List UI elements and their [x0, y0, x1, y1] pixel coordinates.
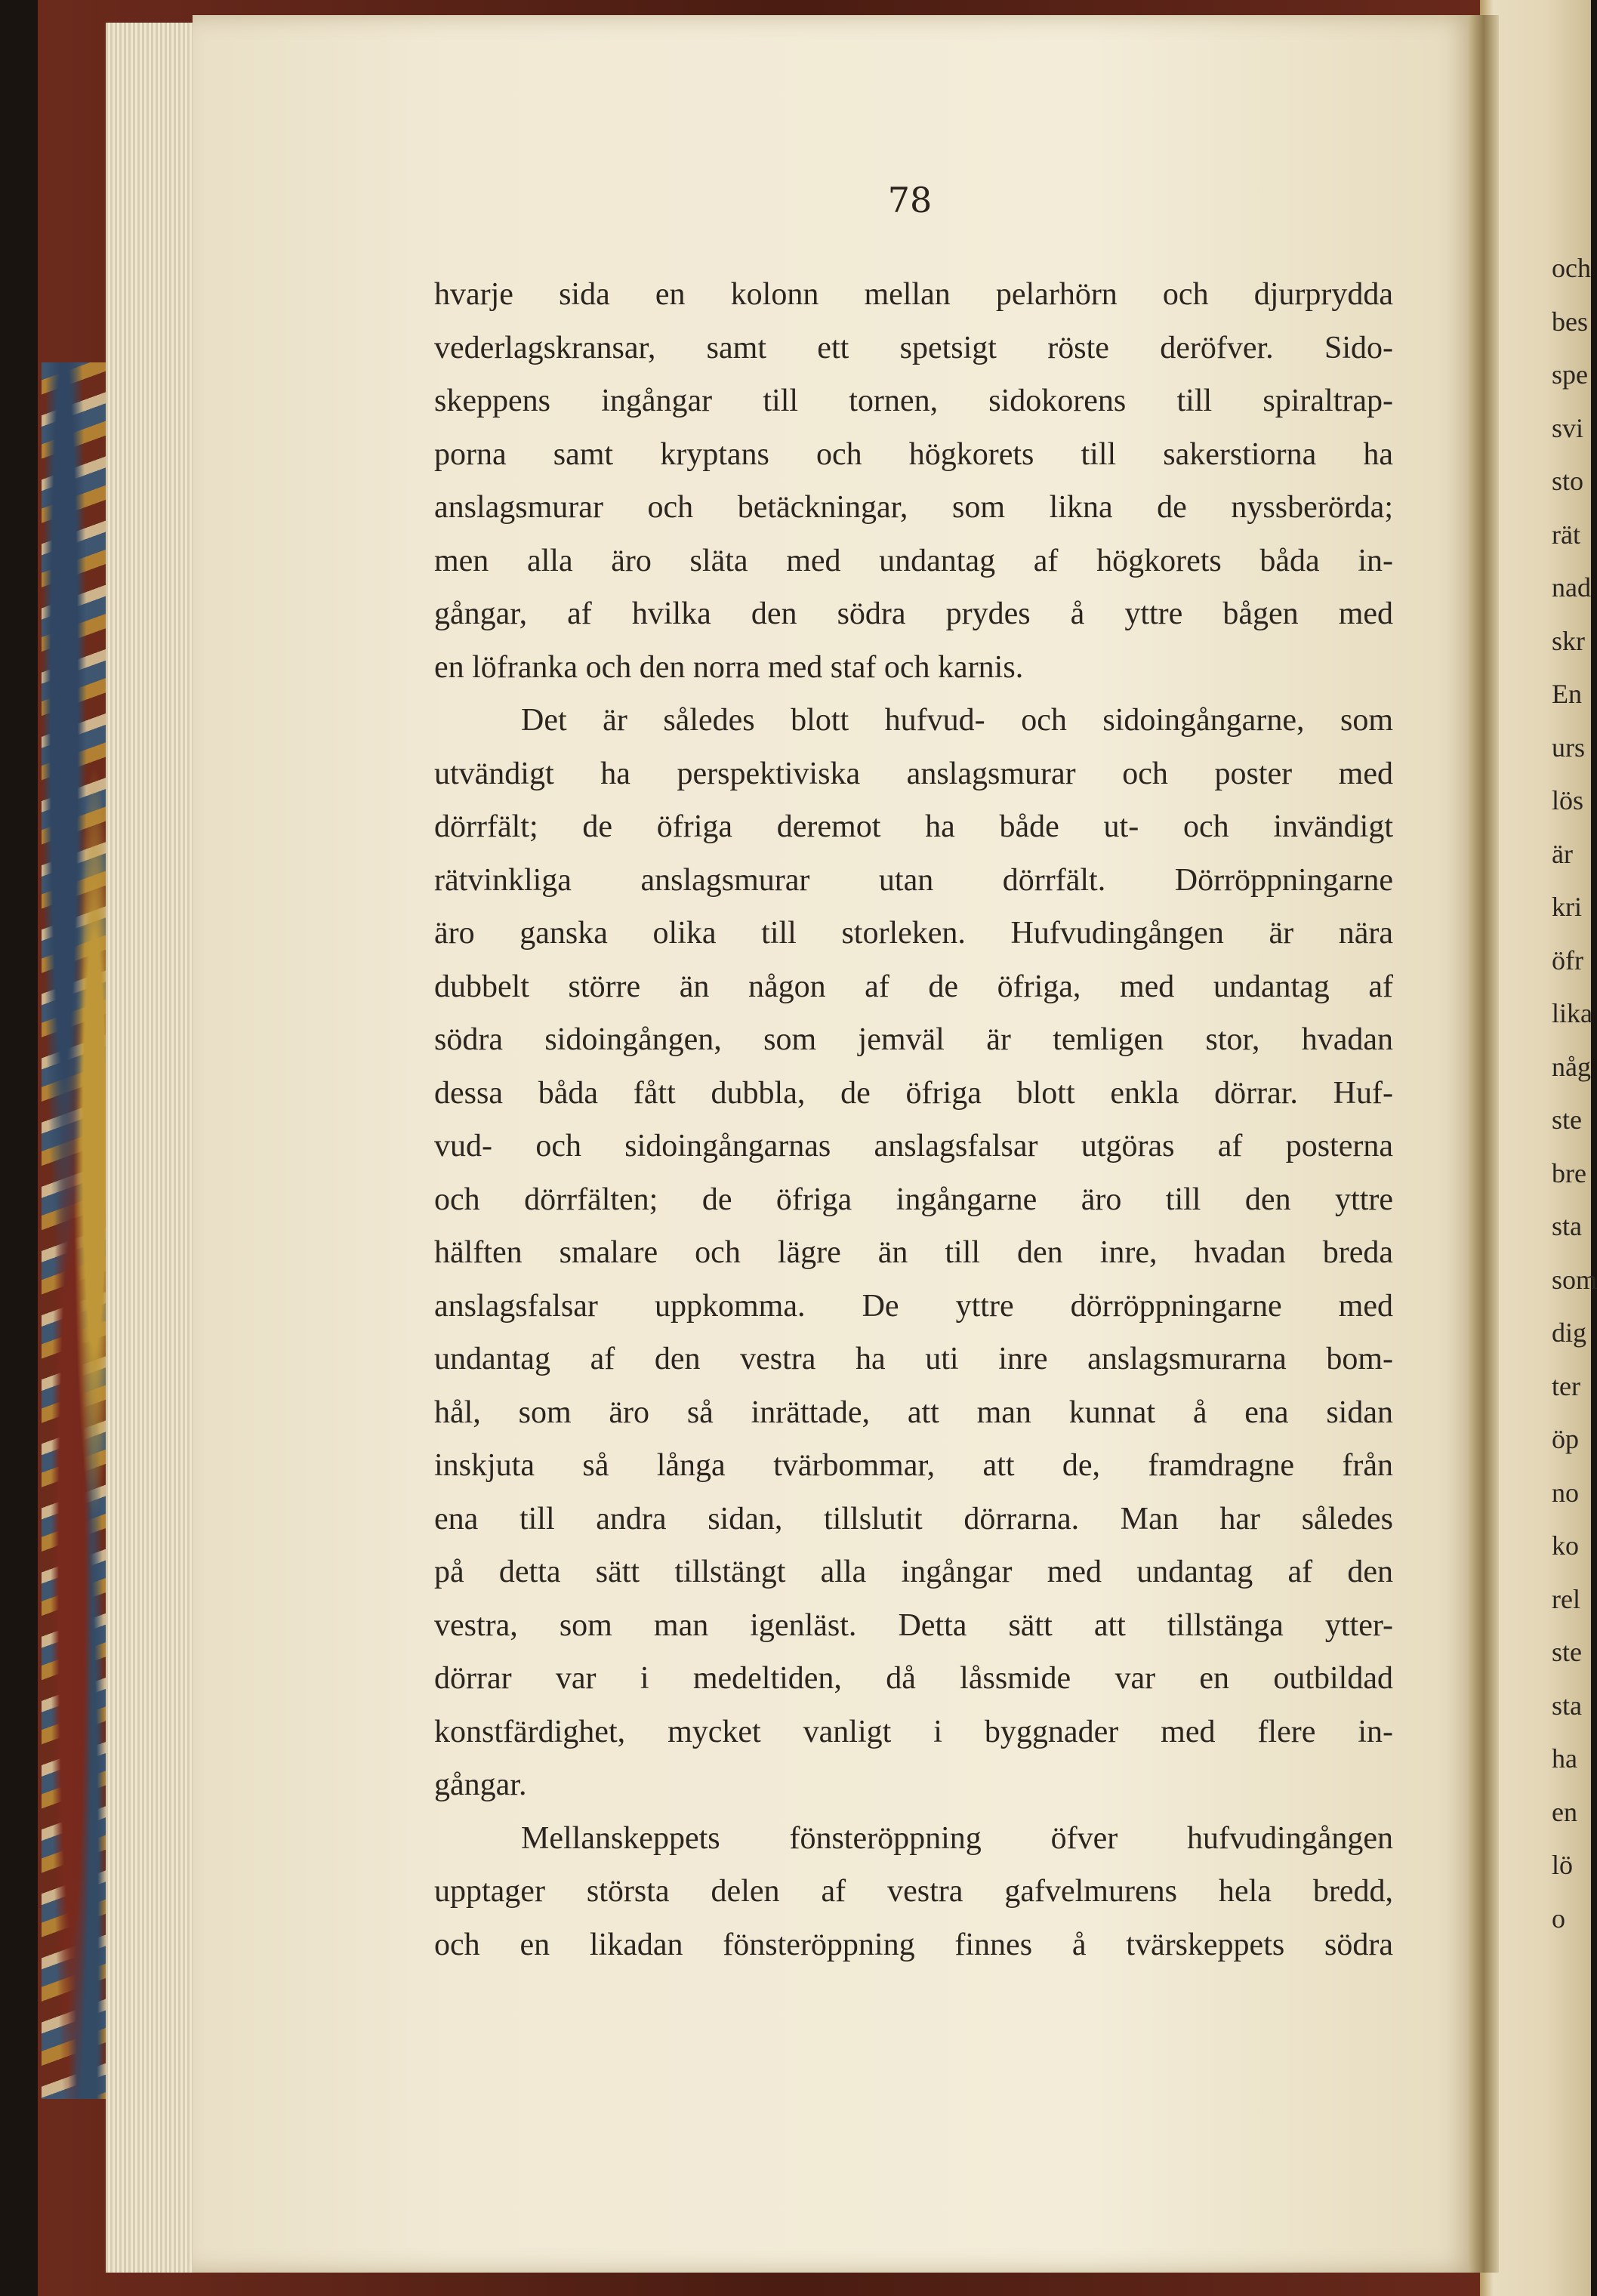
- facing-page-fragment: ste: [1552, 1637, 1582, 1667]
- facing-page-fragment: En: [1552, 679, 1582, 709]
- text-line: dessa båda fått dubbla, de öfriga blott enkla dörrar. Huf-: [434, 1075, 1393, 1111]
- facing-page-fragment: urs: [1552, 732, 1585, 763]
- text-line: utvändigt ha perspektiviska anslagsmurar och poster med: [434, 756, 1393, 791]
- facing-page-fragment: sta: [1552, 1690, 1582, 1721]
- text-line: hälften smalare och lägre än till den inre, hvadan breda: [434, 1235, 1393, 1270]
- facing-page-fragment: bre: [1552, 1157, 1586, 1188]
- text-line: dörrar var i medeltiden, då låssmide var en outbildad: [434, 1661, 1393, 1696]
- text-line: en löfranka och den norra med staf och karnis.: [434, 649, 1024, 685]
- facing-page-fragment: ko: [1552, 1530, 1579, 1561]
- text-line: porna samt kryptans och högkorets till sakerstiorna ha: [434, 436, 1393, 472]
- text-line: vud- och sidoingångarnas anslagsfalsar utgöras af posterna: [434, 1129, 1393, 1163]
- facing-page-fragment: öp: [1552, 1424, 1579, 1454]
- text-line: dörrfält; de öfriga deremot ha både ut- och invändigt: [434, 809, 1393, 844]
- text-line: vederlagskransar, samt ett spetsigt röste deröfver. Sido-: [434, 330, 1393, 365]
- text-line: ena till andra sidan, tillslutit dörrarna. Man har således: [434, 1501, 1393, 1536]
- facing-page-fragment: no: [1552, 1477, 1579, 1508]
- facing-page-fragment: skr: [1552, 625, 1585, 656]
- facing-page-fragment: och: [1552, 253, 1591, 283]
- facing-page-fragment: kri: [1552, 892, 1582, 922]
- facing-page-fragment: o: [1552, 1903, 1565, 1934]
- facing-page-fragment: är: [1552, 838, 1573, 869]
- facing-page-fragment: lös: [1552, 785, 1584, 815]
- text-line: anslagsfalsar uppkomma. De yttre dörröppningarne med: [434, 1288, 1393, 1324]
- text-line: skeppens ingångar till tornen, sidokorens till spiraltrap-: [434, 384, 1393, 418]
- text-line: inskjuta så långa tvärbommar, att de, framdragne från: [434, 1448, 1393, 1483]
- text-line: upptager största delen af vestra gafvelmurens hela bredd,: [434, 1874, 1393, 1909]
- page-edges: [106, 23, 196, 2273]
- text-line: södra sidoingången, som jemväl är temligen stor, hvadan: [434, 1022, 1393, 1057]
- text-line: rätvinkliga anslagsmurar utan dörrfält. Dörröppningarne: [434, 862, 1393, 898]
- text-line: anslagsmurar och betäckningar, som likna de nyssberörda;: [434, 490, 1393, 525]
- facing-page-fragment: som: [1552, 1264, 1597, 1295]
- facing-page-fragment: svi: [1552, 412, 1584, 443]
- facing-page-fragment: ha: [1552, 1743, 1577, 1774]
- facing-page-fragment: någ: [1552, 1051, 1591, 1082]
- text-line: på detta sätt tillstängt alla ingångar med undantag af den: [434, 1555, 1393, 1589]
- book-gutter: [1469, 15, 1499, 2273]
- text-line: undantag af den vestra ha uti inre anslagsmurarna bom-: [434, 1342, 1393, 1376]
- facing-page-fragment: dig: [1552, 1318, 1587, 1348]
- facing-page-fragment: lika: [1552, 998, 1592, 1028]
- facing-page-fragment: en: [1552, 1796, 1577, 1827]
- facing-page-fragment: nad: [1552, 572, 1591, 603]
- page-number: 78: [887, 180, 933, 220]
- facing-page-fragment: sta: [1552, 1211, 1582, 1241]
- facing-page-fragment: bes: [1552, 306, 1588, 337]
- text-line: vestra, som man igenläst. Detta sätt att tillstänga ytter-: [434, 1607, 1393, 1643]
- facing-page-fragment: rel: [1552, 1583, 1580, 1614]
- facing-page-fragment: sto: [1552, 466, 1584, 496]
- facing-page-fragment: rät: [1552, 519, 1580, 550]
- text-line: hål, som äro så inrättade, att man kunnat å ena sidan: [434, 1395, 1393, 1430]
- text-line: dubbelt större än någon af de öfriga, med undantag af: [434, 969, 1393, 1004]
- facing-page-text: [1552, 242, 1597, 1945]
- text-line: gångar, af hvilka den södra prydes å yttre bågen med: [434, 596, 1393, 631]
- facing-page-fragment: ste: [1552, 1105, 1582, 1135]
- facing-page-fragment: lö: [1552, 1850, 1574, 1880]
- facing-page-fragment: ter: [1552, 1370, 1580, 1401]
- text-line: och en likadan fönsteröppning finnes å tvärskeppets södra: [434, 1927, 1393, 1962]
- body-text: [434, 268, 1393, 1971]
- facing-page-fragment: öfr: [1552, 945, 1583, 975]
- text-line: Det är således blott hufvud- och sidoingångarne, som: [521, 703, 1393, 738]
- text-line: hvarje sida en kolonn mellan pelarhörn och djurprydda: [434, 277, 1393, 312]
- text-line: Mellanskeppets fönsteröppning öfver hufvudingången: [521, 1820, 1393, 1856]
- text-line: men alla äro släta med undantag af högkorets båda in-: [434, 543, 1393, 578]
- text-line: äro ganska olika till storleken. Hufvudingången är nära: [434, 916, 1393, 951]
- text-line: gångar.: [434, 1767, 527, 1802]
- facing-page-fragment: spe: [1552, 359, 1588, 390]
- text-line: och dörrfälten; de öfriga ingångarne äro till den yttre: [434, 1182, 1393, 1217]
- text-line: konstfärdighet, mycket vanligt i byggnader med flere in-: [434, 1714, 1393, 1749]
